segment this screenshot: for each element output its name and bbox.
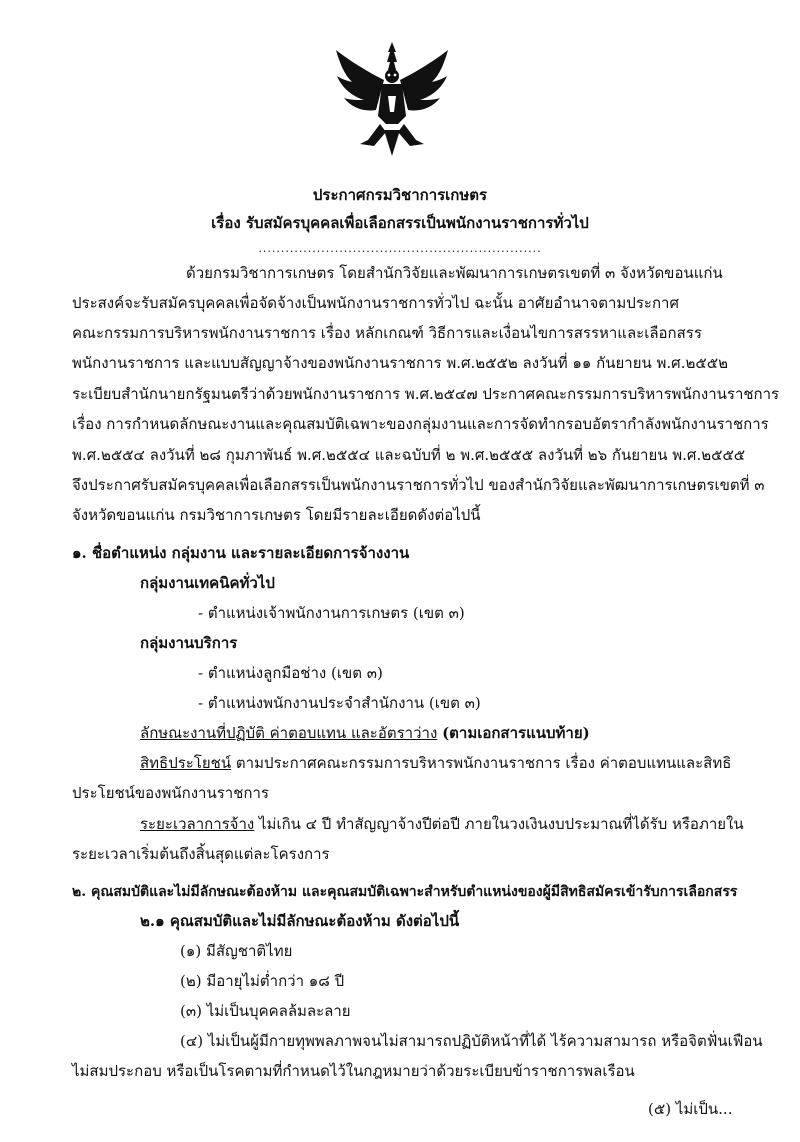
position-item: - ตำแหน่งพนักงานประจำสำนักงาน (เขต ๓) [198, 694, 481, 712]
period-label: ระยะเวลาการจ้าง [140, 815, 255, 833]
intro-line: ระเบียบสำนักนายกรัฐมนตรีว่าด้วยพนักงานราชการ พ.ศ.๒๕๔๗ ประกาศคณะกรรมการบริหารพนักงานราชการ [72, 385, 780, 403]
qualification-item: (๓) ไม่เป็นบุคคลล้มละลาย [180, 1002, 351, 1020]
section2-subheading: ๒.๑ คุณสมบัติและไม่มีลักษณะต้องห้าม ดังต่อไปนี้ [140, 912, 460, 930]
benefit-label: สิทธิประโยชน์ [140, 754, 232, 772]
section1-heading: ๑. ชื่อตำแหน่ง กลุ่มงาน และรายละเอียดการจ้างงาน [72, 544, 410, 562]
title-divider: ............................................................... [258, 242, 542, 255]
announcement-title: ประกาศกรมวิชาการเกษตร [312, 186, 488, 204]
group-technical: กลุ่มงานเทคนิคทั่วไป [140, 574, 275, 592]
duties-label: ลักษณะงานที่ปฏิบัติ ค่าตอบแทน และอัตราว่าง [140, 724, 438, 742]
duties-note: (ตามเอกสารแนบท้าย) [442, 724, 590, 742]
position-item: - ตำแหน่งเจ้าพนักงานการเกษตร (เขต ๓) [198, 604, 465, 622]
intro-line: คณะกรรมการบริหารพนักงานราชการ เรื่อง หลักเกณฑ์ วิธีการและเงื่อนไขการสรรหาและเลือกสรร [72, 324, 702, 342]
qualification-item: (๑) มีสัญชาติไทย [180, 942, 293, 960]
period-text: ไม่เกิน ๔ ปี ทำสัญญาจ้างปีต่อปี ภายในวงเงินงบประมาณที่ได้รับ หรือภายใน [259, 815, 744, 833]
intro-line: ประสงค์จะรับสมัครบุคคลเพื่อจัดจ้างเป็นพนักงานราชการทั่วไป ฉะนั้น อาศัยอำนาจตามประกาศ [72, 294, 679, 312]
benefit-text-cont: ประโยชน์ของพนักงานราชการ [72, 784, 269, 802]
intro-line: ด้วยกรมวิชาการเกษตร โดยสำนักวิจัยและพัฒนาการเกษตรเขตที่ ๓ จังหวัดขอนแก่น [186, 264, 723, 282]
garuda-emblem-icon [334, 40, 450, 158]
qualification-item-cont: ไม่สมประกอบ หรือเป็นโรคตามที่กำหนดไว้ในกฎหมายว่าด้วยระเบียบข้าราชการพลเรือน [72, 1062, 635, 1080]
benefit-line [140, 754, 731, 772]
intro-line: พนักงานราชการ และแบบสัญญาจ้างของพนักงานราชการ พ.ศ.๒๕๕๒ ลงวันที่ ๑๑ กันยายน พ.ศ.๒๕๕๒ [72, 354, 728, 372]
duties-line [140, 724, 590, 742]
period-text-cont: ระยะเวลาเริ่มต้นถึงสิ้นสุดแต่ละโครงการ [72, 845, 330, 863]
intro-line: พ.ศ.๒๕๕๔ ลงวันที่ ๒๘ กุมภาพันธ์ พ.ศ.๒๕๕๔ และฉบับที่ ๒ พ.ศ.๒๕๕๕ ลงวันที่ ๒๖ กันยายน พ.ศ.๒๕๕๕ [72, 446, 746, 464]
period-line [140, 815, 744, 833]
section2-heading: ๒. คุณสมบัติและไม่มีลักษณะต้องห้าม และคุณสมบัติเฉพาะสำหรับตำแหน่งของผู้มีสิทธิสมัครเข้ารับการเลือกสรร [72, 884, 738, 900]
group-service: กลุ่มงานบริการ [140, 634, 238, 652]
qualification-item: (๒) มีอายุไม่ต่ำกว่า ๑๘ ปี [180, 972, 345, 990]
announcement-subject: เรื่อง รับสมัครบุคคลเพื่อเลือกสรรเป็นพนักงานราชการทั่วไป [211, 214, 589, 232]
benefit-text: ตามประกาศคณะกรรมการบริหารพนักงานราชการ เรื่อง ค่าตอบแทนและสิทธิ [235, 754, 732, 772]
qualification-item: (๔) ไม่เป็นผู้มีกายทุพพลภาพจนไม่สามารถปฏิบัติหน้าที่ได้ ไร้ความสามารถ หรือจิตฟั่นเฟือน [180, 1032, 763, 1050]
continued-marker: (๕) ไม่เป็น... [648, 1100, 733, 1118]
intro-line: เรื่อง การกำหนดลักษณะงานและคุณสมบัติเฉพาะของกลุ่มงานและการจัดทำกรอบอัตรากำลังพนักงานราชการ [72, 415, 769, 433]
position-item: - ตำแหน่งลูกมือช่าง (เขต ๓) [198, 664, 383, 682]
intro-line: จังหวัดขอนแก่น กรมวิชาการเกษตร โดยมีรายละเอียดดังต่อไปนี้ [72, 506, 481, 524]
intro-line: จึงประกาศรับสมัครบุคคลเพื่อเลือกสรรเป็นพนักงานราชการทั่วไป ของสำนักวิจัยและพัฒนาการเกษตรเขตที่ ๓ [72, 476, 765, 494]
